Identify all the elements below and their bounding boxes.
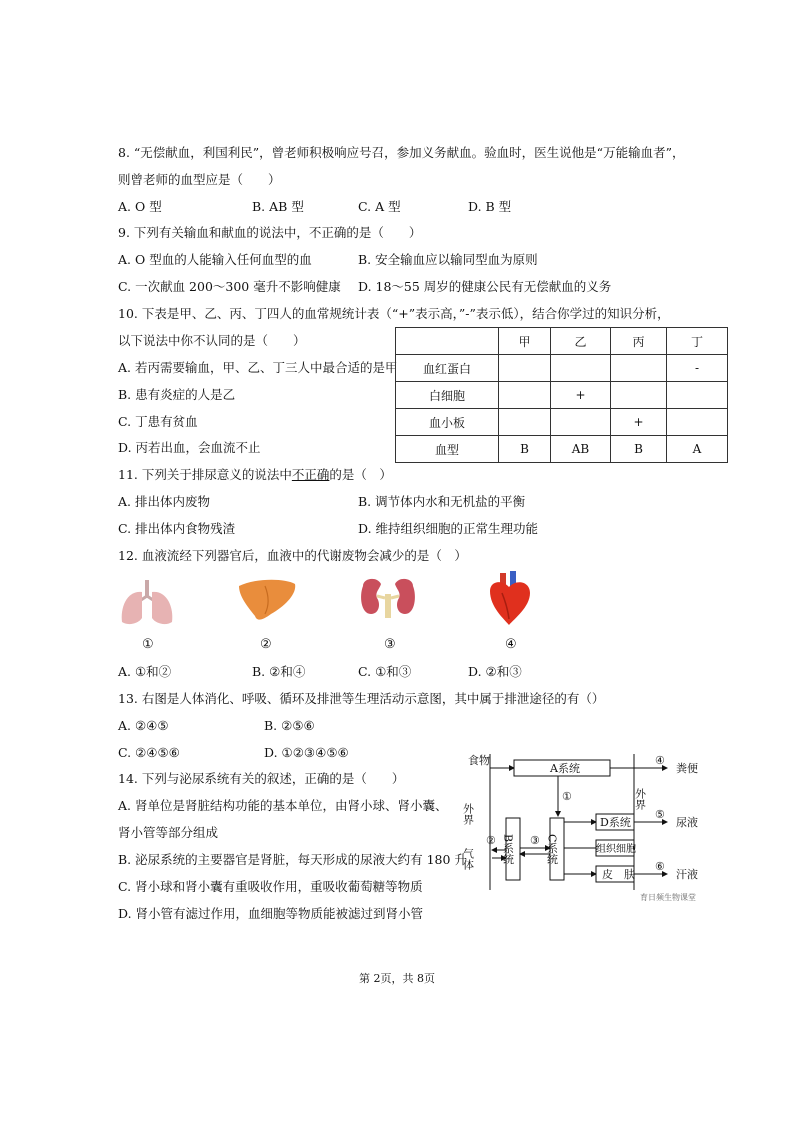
table-header-cell: 乙 — [551, 328, 611, 355]
q11-option-b: B. 调节体内水和无机盐的平衡 — [358, 494, 526, 509]
table-cell — [499, 382, 551, 409]
q8-option-d: D. B 型 — [468, 199, 512, 214]
q12-stem: 12. 血液流经下列器官后，血液中的代谢废物会减少的是（ ） — [118, 548, 467, 563]
q10-stem-line2: 以下说法中你不认同的是（ ） — [118, 333, 306, 348]
table-row — [396, 355, 728, 382]
table-cell — [499, 409, 551, 436]
table-cell — [667, 382, 728, 409]
q9-option-d: D. 18～55 周岁的健康公民有无偿献血的义务 — [358, 279, 612, 294]
q14-option-a-line1: A. 肾单位是肾脏结构功能的基本单位，由肾小球、肾小囊、 — [118, 798, 448, 813]
label-waijie-right: 外界 — [633, 788, 647, 810]
a-system-label: A系统 — [550, 762, 580, 775]
organ-label-1: ① — [142, 637, 154, 652]
label-niaoye: 尿液 — [676, 816, 698, 829]
q10-option-b: B. 患有炎症的人是乙 — [118, 387, 236, 402]
table-cell: 血小板 — [396, 409, 499, 436]
q8-option-c: C. A 型 — [358, 199, 401, 214]
table-header-row — [396, 328, 728, 355]
table-cell — [499, 355, 551, 382]
table-header-cell: 丁 — [667, 328, 728, 355]
physiology-diagram — [462, 748, 712, 908]
table-header-cell: 丙 — [611, 328, 667, 355]
table-cell: - — [667, 355, 728, 382]
table-cell: + — [611, 409, 667, 436]
kidneys-icon — [357, 576, 419, 620]
c-system-label: C系统 — [545, 834, 559, 865]
b-system-label: B系统 — [501, 834, 515, 865]
q10-option-a: A. 若丙需要输血，甲、乙、丁三人中最合适的是甲 — [118, 360, 398, 375]
num-2: ② — [486, 834, 496, 847]
table-cell: 血红蛋白 — [396, 355, 499, 382]
table-cell — [551, 409, 611, 436]
q14-stem: 14. 下列与泌尿系统有关的叙述，正确的是（ ） — [118, 771, 405, 786]
q9-option-b: B. 安全输血应以输同型血为原则 — [358, 252, 538, 267]
liver-icon — [235, 576, 299, 624]
q11-stem — [118, 467, 392, 483]
table-cell: A — [667, 436, 728, 463]
q9-option-a: A. O 型血的人能输入任何血型的血 — [118, 252, 312, 267]
page-footer: 第 2页，共 8页 — [359, 972, 435, 985]
q12-option-c: C. ①和③ — [358, 664, 412, 679]
watermark-text: 育日频生物课堂 — [640, 893, 696, 902]
num-6: ⑥ — [655, 860, 665, 873]
blood-test-table — [395, 327, 728, 463]
q12-option-d: D. ②和③ — [468, 664, 522, 679]
q13-stem: 13. 右图是人体消化、呼吸、循环及排泄等生理活动示意图，其中属于排泄途径的有（） — [118, 691, 605, 706]
q8-option-b: B. AB 型 — [252, 199, 304, 214]
q11-option-c: C. 排出体内食物残渣 — [118, 521, 236, 536]
q8-stem-line1: 8. “无偿献血，利国利民”，曾老师积极响应号召，参加义务献血。验血时，医生说他是“万能输血者”， — [118, 145, 685, 160]
q10-option-d: D. 丙若出血，会血流不止 — [118, 440, 261, 455]
num-3: ③ — [530, 834, 540, 847]
table-cell: + — [551, 382, 611, 409]
skin-label: 皮 肤 — [602, 868, 635, 881]
table-cell — [551, 355, 611, 382]
table-cell — [611, 382, 667, 409]
q11-stem-post: 的是（ ） — [329, 467, 392, 482]
q10-option-c: C. 丁患有贫血 — [118, 414, 198, 429]
lungs-icon — [118, 578, 176, 628]
q8-option-a: A. O 型 — [118, 199, 162, 214]
table-cell: B — [611, 436, 667, 463]
table-row — [396, 409, 728, 436]
table-header-cell — [396, 328, 499, 355]
q12-option-a: A. ①和② — [118, 664, 172, 679]
q13-option-b: B. ②⑤⑥ — [264, 718, 315, 733]
q12-option-b: B. ②和④ — [252, 664, 306, 679]
organ-label-2: ② — [260, 637, 272, 652]
q11-option-a: A. 排出体内废物 — [118, 494, 210, 509]
q14-option-b: B. 泌尿系统的主要器官是肾脏，每天形成的尿液大约有 180 升 — [118, 852, 467, 867]
q11-stem-pre: 11. 下列关于排尿意义的说法中 — [118, 467, 292, 482]
table-cell — [611, 355, 667, 382]
num-4: ④ — [655, 754, 665, 767]
q13-option-d: D. ①②③④⑤⑥ — [264, 745, 349, 760]
label-hanye: 汗液 — [676, 868, 698, 881]
label-waijie-left: 外界 — [462, 803, 475, 825]
q8-stem-line2: 则曾老师的血型应是（ ） — [118, 172, 281, 187]
q9-option-c: C. 一次献血 200～300 毫升不影响健康 — [118, 279, 341, 294]
organ-label-4: ④ — [505, 637, 517, 652]
table-header-cell: 甲 — [499, 328, 551, 355]
label-qiti: 气体 — [462, 848, 475, 870]
table-cell: 血型 — [396, 436, 499, 463]
table-row — [396, 382, 728, 409]
heart-icon — [484, 571, 534, 627]
label-food: 食物 — [468, 754, 490, 767]
table-cell — [667, 409, 728, 436]
num-1: ① — [562, 790, 572, 803]
q13-option-a: A. ②④⑤ — [118, 718, 169, 733]
q14-option-c: C. 肾小球和肾小囊有重吸收作用，重吸收葡萄糖等物质 — [118, 879, 423, 894]
q10-stem-line1: 10. 下表是甲、乙、丙、丁四人的血常规统计表（“+”表示高，”-”表示低），结合你学过的知识分析， — [118, 306, 670, 321]
d-system-label: D系统 — [600, 816, 631, 829]
q11-stem-underlined: 不正确 — [291, 467, 330, 482]
table-cell: 白细胞 — [396, 382, 499, 409]
q11-option-d: D. 维持组织细胞的正常生理功能 — [358, 521, 539, 536]
tissue-label: 组织细胞 — [596, 844, 636, 855]
table-cell: B — [499, 436, 551, 463]
q9-stem: 9. 下列有关输血和献血的说法中，不正确的是（ ） — [118, 225, 422, 240]
q14-option-d: D. 肾小管有滤过作用，血细胞等物质能被滤过到肾小管 — [118, 906, 424, 921]
table-row — [396, 436, 728, 463]
label-fenbian: 粪便 — [676, 762, 698, 775]
q14-option-a-line2: 肾小管等部分组成 — [118, 825, 219, 840]
num-5: ⑤ — [655, 808, 665, 821]
organ-label-3: ③ — [384, 637, 396, 652]
table-cell: AB — [551, 436, 611, 463]
q13-option-c: C. ②④⑤⑥ — [118, 745, 180, 760]
